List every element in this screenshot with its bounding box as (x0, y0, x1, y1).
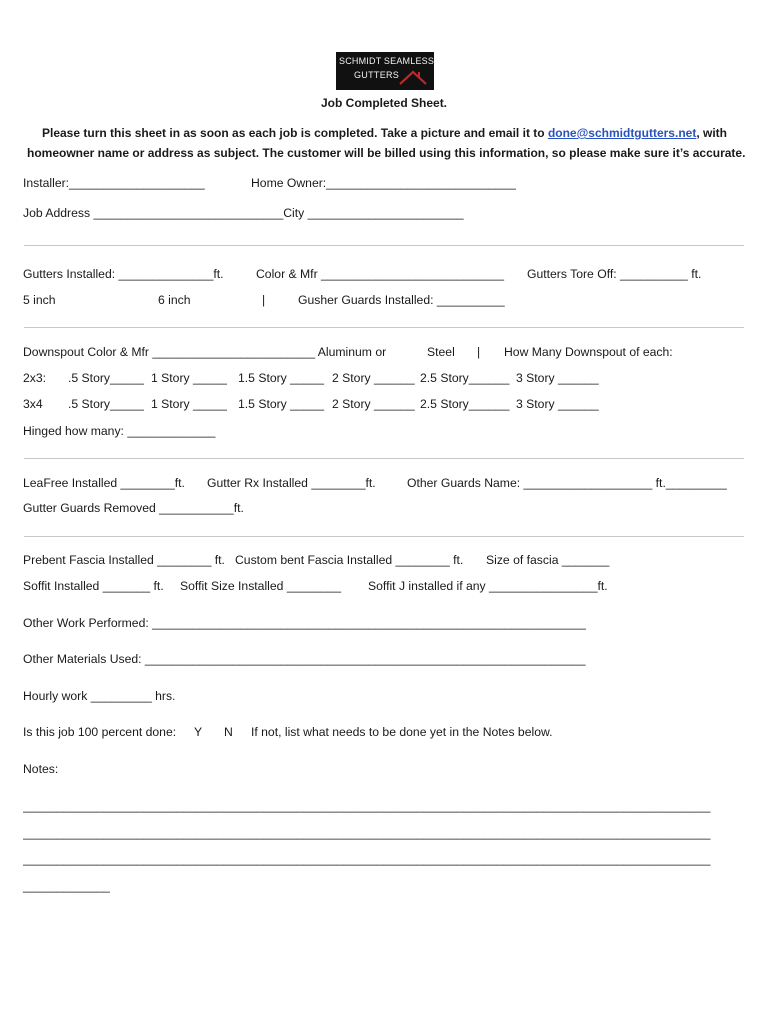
story-3-field[interactable]: 3 Story ______ (516, 397, 599, 411)
other-materials-field[interactable]: Other Materials Used: _________________________________________________________________ (23, 652, 586, 666)
logo-line-1: SCHMIDT SEAMLESS (339, 56, 435, 66)
notes-line[interactable]: _______________________________________________________________________________________________________ (23, 826, 711, 840)
hourly-work-field[interactable]: Hourly work _________ hrs. (23, 689, 176, 703)
no-option[interactable]: N (224, 725, 233, 739)
logo-line-2: GUTTERS (354, 70, 400, 80)
story-3-field[interactable]: 3 Story ______ (516, 371, 599, 385)
notes-line[interactable]: _______________________________________________________________________________________________________ (23, 852, 711, 866)
soffit-j-field[interactable]: Soffit J installed if any ________________ft. (368, 579, 608, 593)
notes-line[interactable]: _______________________________________________________________________________________________________ (23, 799, 711, 813)
home-owner-field[interactable]: Home Owner:____________________________ (251, 176, 516, 190)
story-05-field[interactable]: .5 Story_____ (68, 397, 144, 411)
story-05-field[interactable]: .5 Story_____ (68, 371, 144, 385)
roof-icon (398, 68, 428, 86)
story-15-field[interactable]: 1.5 Story _____ (238, 397, 325, 411)
intro-text-after: , with (696, 126, 727, 140)
five-inch-option[interactable]: 5 inch (23, 293, 56, 307)
prebent-fascia-field[interactable]: Prebent Fascia Installed ________ ft. (23, 553, 225, 567)
email-link[interactable]: done@schmidtgutters.net (547, 126, 697, 140)
gutter-color-mfr-field[interactable]: Color & Mfr ___________________________ (256, 267, 505, 281)
divider-1 (24, 245, 744, 246)
other-guards-field[interactable]: Other Guards Name: ___________________ ft._________ (407, 476, 727, 490)
steel-option[interactable]: Steel (427, 345, 455, 359)
intro-line-1 (42, 126, 727, 140)
guards-removed-field[interactable]: Gutter Guards Removed ___________ft. (23, 501, 244, 515)
separator: | (477, 345, 481, 359)
soffit-size-field[interactable]: Soffit Size Installed ________ (180, 579, 342, 593)
divider-3 (24, 458, 744, 459)
intro-line-2: homeowner name or address as subject. The customer will be billed using this information, so please make sure it’s accurate. (27, 146, 746, 160)
job-done-question: Is this job 100 percent done: (23, 725, 177, 739)
six-inch-option[interactable]: 6 inch (158, 293, 191, 307)
notes-line[interactable]: _____________ (23, 879, 110, 893)
story-25-field[interactable]: 2.5 Story______ (420, 397, 510, 411)
gutters-tore-off-field[interactable]: Gutters Tore Off: __________ ft. (527, 267, 702, 281)
custom-fascia-field[interactable]: Custom bent Fascia Installed ________ ft. (235, 553, 464, 567)
downspout-size-2x3: 2x3: (23, 371, 47, 385)
installer-field[interactable]: Installer:____________________ (23, 176, 205, 190)
story-25-field[interactable]: 2.5 Story______ (420, 371, 510, 385)
company-logo (336, 52, 434, 90)
story-15-field[interactable]: 1.5 Story _____ (238, 371, 325, 385)
divider-4 (24, 536, 744, 537)
fascia-size-field[interactable]: Size of fascia _______ (486, 553, 610, 567)
story-1-field[interactable]: 1 Story _____ (151, 371, 227, 385)
notes-label: Notes: (23, 762, 59, 776)
story-2-field[interactable]: 2 Story ______ (332, 371, 415, 385)
downspout-count-label: How Many Downspout of each: (504, 345, 673, 359)
gutter-rx-field[interactable]: Gutter Rx Installed ________ft. (207, 476, 376, 490)
story-2-field[interactable]: 2 Story ______ (332, 397, 415, 411)
gusher-guards-field[interactable]: Gusher Guards Installed: __________ (298, 293, 505, 307)
soffit-installed-field[interactable]: Soffit Installed _______ ft. (23, 579, 164, 593)
story-1-field[interactable]: 1 Story _____ (151, 397, 227, 411)
intro-text: Please turn this sheet in as soon as each job is completed. Take a picture and email it to (42, 126, 548, 140)
downspout-size-3x4: 3x4 (23, 397, 43, 411)
gutters-installed-field[interactable]: Gutters Installed: ______________ft. (23, 267, 224, 281)
downspout-color-mfr-field[interactable]: Downspout Color & Mfr ________________________ Aluminum or (23, 345, 387, 359)
hinged-count-field[interactable]: Hinged how many: _____________ (23, 424, 216, 438)
not-done-instruction: If not, list what needs to be done yet in the Notes below. (251, 725, 553, 739)
page-title: Job Completed Sheet. (321, 96, 448, 110)
yes-option[interactable]: Y (194, 725, 203, 739)
other-work-field[interactable]: Other Work Performed: ________________________________________________________________ (23, 616, 586, 630)
leafree-field[interactable]: LeaFree Installed ________ft. (23, 476, 185, 490)
job-address-field[interactable]: Job Address ____________________________City _______________________ (23, 206, 464, 220)
separator: | (262, 293, 266, 307)
divider-2 (24, 327, 744, 328)
